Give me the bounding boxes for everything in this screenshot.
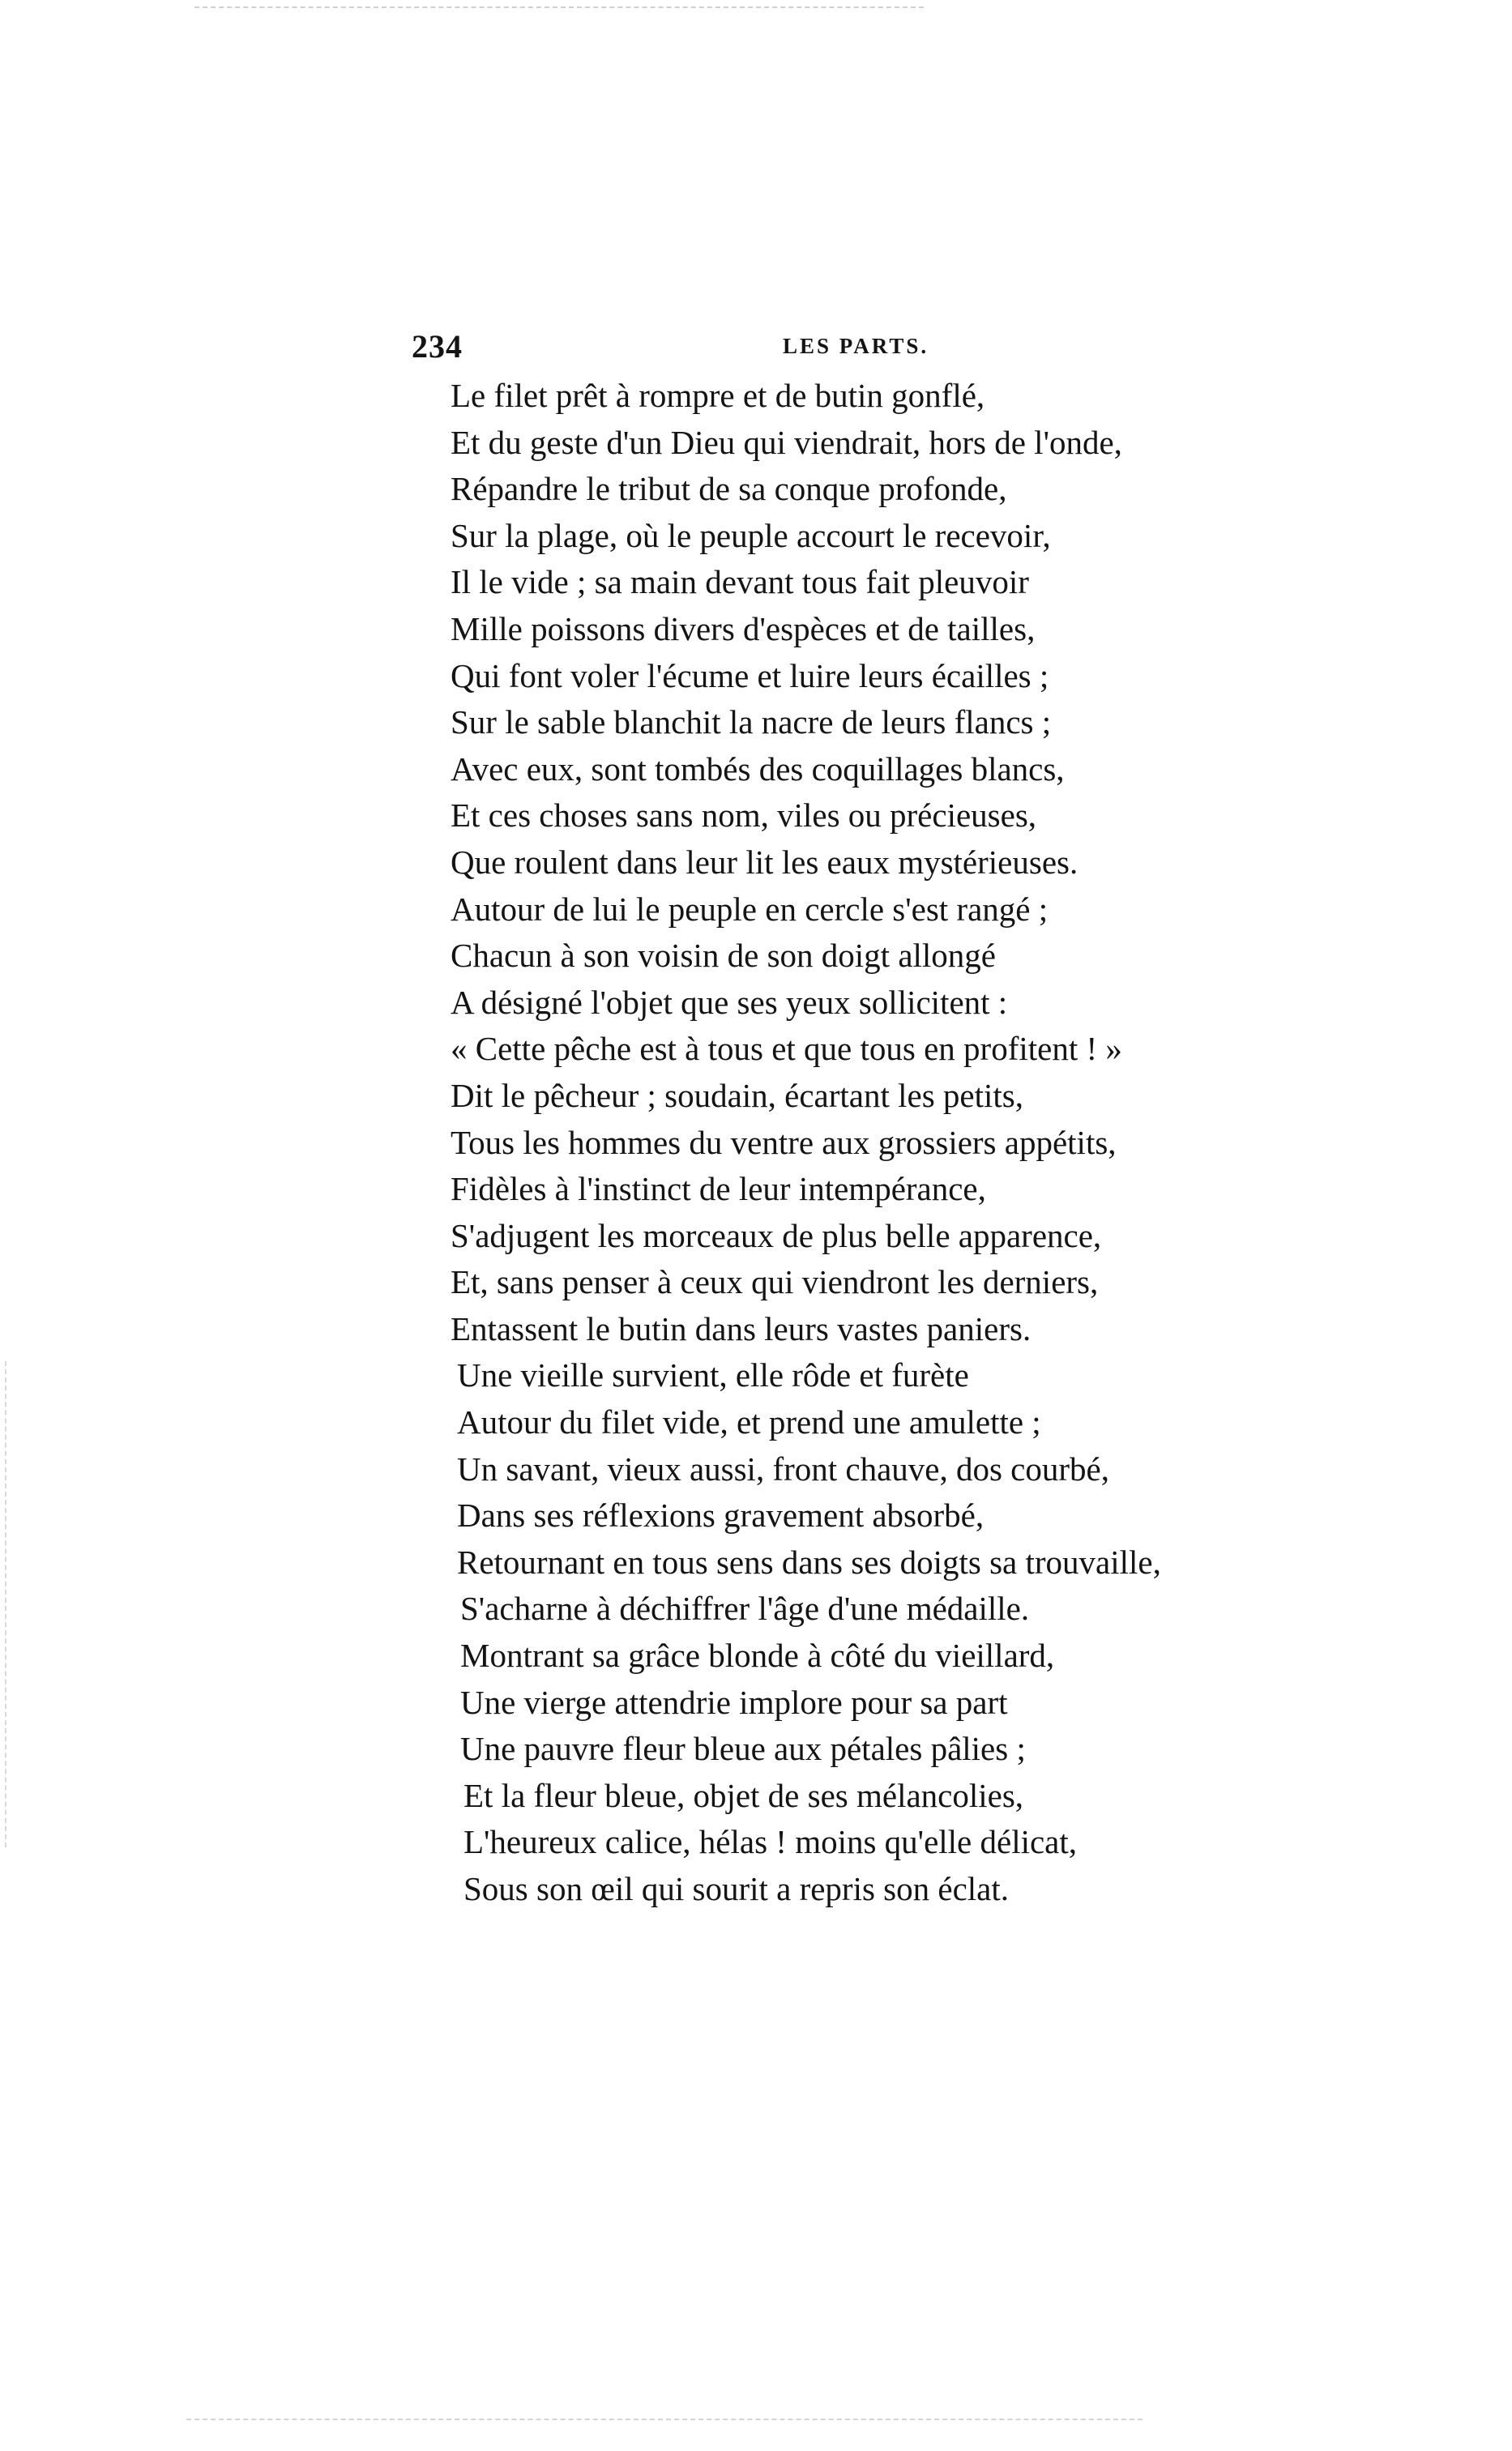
verse-line: Avec eux, sont tombés des coquillages blancs,	[451, 749, 1065, 788]
verse-line: Le filet prêt à rompre et de butin gonflé,	[451, 377, 985, 414]
verse-line: Et la fleur bleue, objet de ses mélancolies,	[463, 1776, 1024, 1814]
verse-line: Il le vide ; sa main devant tous fait pleuvoir	[451, 563, 1029, 601]
verse-line: Sur la plage, où le peuple accourt le recevoir,	[451, 516, 1051, 554]
verse-line: Une vierge attendrie implore pour sa part	[460, 1683, 1008, 1721]
verse-line: Sous son œil qui sourit a repris son éclat.	[463, 1870, 1010, 1907]
verse-line: L'heureux calice, hélas ! moins qu'elle délicat,	[463, 1823, 1078, 1861]
verse-line: Chacun à son voisin de son doigt allongé	[451, 937, 996, 975]
verse-line: S'acharne à déchiffrer l'âge d'une médaille.	[460, 1590, 1030, 1628]
running-title: LES PARTS.	[783, 334, 929, 358]
verse-line: S'adjugent les morceaux de plus belle apparence,	[451, 1216, 1102, 1254]
verse-line: Et du geste d'un Dieu qui viendrait, hors de l'onde,	[451, 423, 1122, 461]
verse-line: Dans ses réflexions gravement absorbé,	[457, 1497, 985, 1535]
verse-line: Qui font voler l'écume et luire leurs écailles ;	[451, 656, 1049, 694]
verse-line: Retournant en tous sens dans ses doigts sa trouvaille,	[457, 1543, 1161, 1581]
scan-edge-left	[5, 1361, 6, 1847]
page-number: 234	[412, 328, 463, 365]
verse-line: A désigné l'objet que ses yeux sollicitent :	[451, 983, 1008, 1021]
verse-line: Une pauvre fleur bleue aux pétales pâlies ;	[460, 1730, 1026, 1768]
scan-edge-top	[194, 6, 924, 8]
page-header	[412, 327, 995, 376]
verse-line: Et, sans penser à ceux qui viendront les derniers,	[451, 1263, 1099, 1301]
verse-line: Autour du filet vide, et prend une amulette ;	[457, 1403, 1041, 1441]
verse-line: Montrant sa grâce blonde à côté du vieillard,	[460, 1637, 1055, 1675]
verse-line: Fidèles à l'instinct de leur intempérance,	[451, 1170, 986, 1208]
verse-line: Dit le pêcheur ; soudain, écartant les petits,	[451, 1076, 1024, 1114]
verse-line: Entassent le butin dans leurs vastes paniers.	[451, 1309, 1031, 1347]
poem-text	[451, 373, 1277, 1913]
scan-edge-bottom	[186, 2419, 1143, 2420]
verse-line: Répandre le tribut de sa conque profonde,	[451, 470, 1007, 508]
verse-line: « Cette pêche est à tous et que tous en profitent ! »	[451, 1030, 1122, 1068]
verse-line: Autour de lui le peuple en cercle s'est rangé ;	[451, 890, 1049, 928]
verse-line: Et ces choses sans nom, viles ou précieuses,	[451, 796, 1037, 835]
verse-line: Tous les hommes du ventre aux grossiers appétits,	[451, 1123, 1117, 1161]
verse-line: Un savant, vieux aussi, front chauve, dos courbé,	[457, 1450, 1109, 1488]
verse-line: Une vieille survient, elle rôde et furète	[457, 1356, 969, 1394]
verse-line: Que roulent dans leur lit les eaux mystérieuses.	[451, 843, 1078, 881]
verse-line: Sur le sable blanchit la nacre de leurs flancs ;	[451, 703, 1052, 741]
verse-line: Mille poissons divers d'espèces et de tailles,	[451, 609, 1036, 647]
